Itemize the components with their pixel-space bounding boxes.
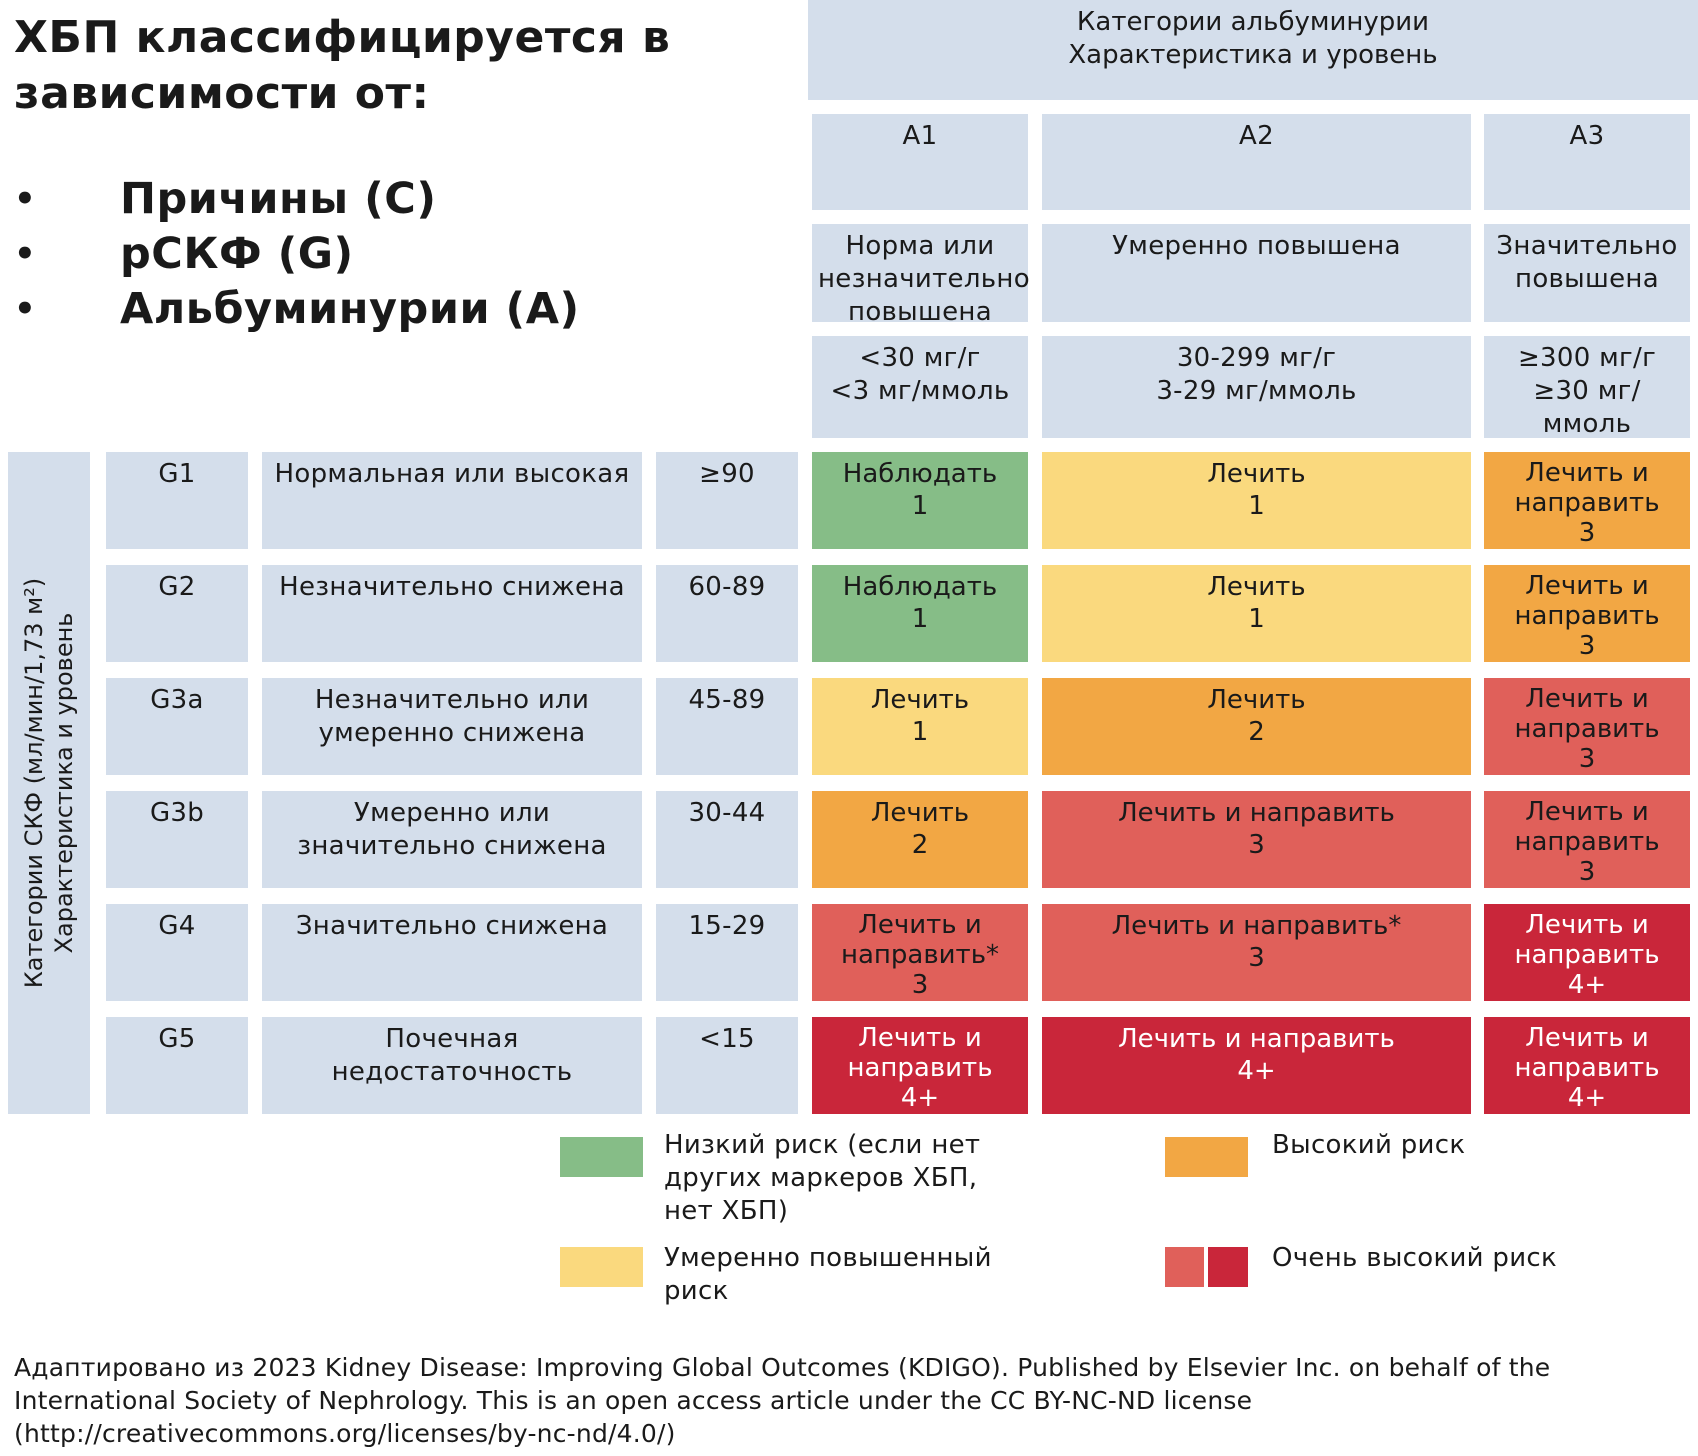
legend-label-moderate: Умеренно повышенный риск xyxy=(664,1243,992,1306)
gfr-side-label xyxy=(8,452,90,1114)
risk-cell-g3a-a2 xyxy=(1042,678,1471,775)
row-code-g1: G1 xyxy=(106,452,248,549)
risk-cell-value: 1 xyxy=(911,717,929,747)
column-level-a2 xyxy=(1042,336,1471,438)
risk-cell-text: Лечить и направить xyxy=(1118,798,1395,828)
risk-cell-g1-a2 xyxy=(1042,452,1471,549)
risk-cell-text: Лечить и направить xyxy=(1514,910,1660,970)
row-code-g5: G5 xyxy=(106,1017,248,1114)
risk-cell-value: 4+ xyxy=(1237,1056,1276,1086)
risk-cell-g4-a2 xyxy=(1042,904,1471,1001)
legend-swatch-very-high-red xyxy=(1165,1247,1204,1287)
risk-cell-text: Лечить xyxy=(1207,572,1306,602)
criteria-albuminuria: • Альбуминурии (A) xyxy=(14,282,774,337)
column-description-a1: Норма или незначительно повышена xyxy=(812,224,1028,322)
albuminuria-header-line1: Категории альбуминурии xyxy=(1076,7,1430,37)
row-description-g5: Почечная недостаточность xyxy=(262,1017,642,1114)
risk-cell-g5-a3 xyxy=(1484,1017,1690,1114)
column-code-a3: A3 xyxy=(1484,114,1690,210)
row-description-g4: Значительно снижена xyxy=(262,904,642,1001)
risk-cell-g3b-a2 xyxy=(1042,791,1471,888)
column-code-a1: A1 xyxy=(812,114,1028,210)
risk-cell-text: Лечить и направить xyxy=(1514,571,1660,631)
risk-cell-g5-a2 xyxy=(1042,1017,1471,1114)
risk-cell-value: 2 xyxy=(911,830,929,860)
risk-cell-value: 3 xyxy=(1578,631,1596,661)
risk-cell-text: Лечить и направить xyxy=(847,1023,993,1083)
classification-criteria-list xyxy=(14,172,774,337)
column-level-a3-line2: ≥30 мг/ммоль xyxy=(1533,376,1641,439)
row-range-g4: 15-29 xyxy=(656,904,798,1001)
risk-cell-text: Наблюдать xyxy=(842,572,998,602)
legend-label-low: Низкий риск (если нет других маркеров ХБП, нет ХБП) xyxy=(664,1130,981,1226)
criteria-gfr: • рСКФ (G) xyxy=(14,227,774,282)
risk-cell-text: Лечить xyxy=(1207,459,1306,489)
risk-cell-text: Лечить xyxy=(870,685,970,715)
risk-cell-value: 3 xyxy=(911,970,929,1000)
risk-cell-g5-a1 xyxy=(812,1017,1028,1114)
risk-cell-value: 4+ xyxy=(900,1083,940,1113)
column-level-a1-line1: <30 мг/г xyxy=(859,343,981,373)
risk-cell-value: 3 xyxy=(1248,830,1265,860)
gfr-side-label-line1: Категории СКФ (мл/мин/1,73 м²) xyxy=(20,577,48,989)
risk-cell-value: 4+ xyxy=(1567,970,1607,1000)
column-description-a2: Умеренно повышена xyxy=(1042,224,1471,322)
risk-cell-g3a-a1 xyxy=(812,678,1028,775)
row-description-g3a: Незначительно или умеренно снижена xyxy=(262,678,642,775)
row-range-g2: 60-89 xyxy=(656,565,798,662)
risk-cell-value: 3 xyxy=(1578,518,1596,548)
column-level-a2-line2: 3-29 мг/ммоль xyxy=(1156,376,1357,406)
risk-cell-g2-a3 xyxy=(1484,565,1690,662)
risk-cell-value: 3 xyxy=(1578,744,1596,774)
column-level-a3-line1: ≥300 мг/г xyxy=(1517,343,1657,373)
column-code-a2: A2 xyxy=(1042,114,1471,210)
risk-cell-text: Лечить xyxy=(1207,685,1306,715)
risk-cell-value: 2 xyxy=(1248,717,1265,747)
risk-cell-text: Лечить xyxy=(870,798,970,828)
column-level-a1 xyxy=(812,336,1028,438)
risk-cell-g4-a1 xyxy=(812,904,1028,1001)
gfr-side-label-line2: Характеристика и уровень xyxy=(50,612,78,954)
source-citation: Адаптировано из 2023 Kidney Disease: Improving Global Outcomes (KDIGO). Published by Elsevier Inc. on behalf of the International Society of Nephrology. This is an open access article under the CC BY-NC-ND license (http://creativecommons.org/licenses/by-nc-nd/4.0/) xyxy=(14,1353,1551,1448)
legend-swatch-very-high-dark xyxy=(1208,1247,1248,1287)
row-range-g3a: 45-89 xyxy=(656,678,798,775)
risk-cell-g4-a3 xyxy=(1484,904,1690,1001)
column-level-a3 xyxy=(1484,336,1690,438)
risk-cell-g3b-a1 xyxy=(812,791,1028,888)
row-code-g4: G4 xyxy=(106,904,248,1001)
row-range-g1: ≥90 xyxy=(656,452,798,549)
risk-cell-value: 1 xyxy=(1248,491,1265,521)
risk-cell-value: 1 xyxy=(1248,604,1265,634)
column-description-a3: Значительно повышена xyxy=(1484,224,1690,322)
risk-cell-value: 3 xyxy=(1578,857,1596,887)
row-code-g3a: G3a xyxy=(106,678,248,775)
risk-cell-text: Лечить и направить* xyxy=(1111,911,1402,941)
row-description-g2: Незначительно снижена xyxy=(262,565,642,662)
risk-cell-g3b-a3 xyxy=(1484,791,1690,888)
row-range-g3b: 30-44 xyxy=(656,791,798,888)
row-description-g3b: Умеренно или значительно снижена xyxy=(262,791,642,888)
risk-cell-g2-a2 xyxy=(1042,565,1471,662)
row-description-g1: Нормальная или высокая xyxy=(262,452,642,549)
albuminuria-header-line2: Характеристика и уровень xyxy=(1068,40,1438,70)
risk-cell-g1-a1 xyxy=(812,452,1028,549)
risk-cell-text: Лечить и направить* xyxy=(840,910,1000,970)
risk-cell-g3a-a3 xyxy=(1484,678,1690,775)
row-range-g5: <15 xyxy=(656,1017,798,1114)
risk-cell-text: Лечить и направить xyxy=(1514,1023,1660,1083)
column-level-a2-line1: 30-299 мг/г xyxy=(1176,343,1337,373)
risk-cell-value: 1 xyxy=(911,604,929,634)
risk-cell-text: Лечить и направить xyxy=(1514,458,1660,518)
risk-cell-text: Лечить и направить xyxy=(1118,1024,1395,1054)
risk-cell-text: Лечить и направить xyxy=(1514,684,1660,744)
column-level-a1-line2: <3 мг/ммоль xyxy=(830,376,1010,406)
legend-swatch-low xyxy=(560,1137,643,1177)
legend-label-very-high: Очень высокий риск xyxy=(1272,1243,1558,1273)
legend-swatch-moderate xyxy=(560,1247,643,1287)
risk-cell-text: Наблюдать xyxy=(842,459,998,489)
row-code-g2: G2 xyxy=(106,565,248,662)
criteria-cause: • Причины (C) xyxy=(14,172,774,227)
risk-cell-g2-a1 xyxy=(812,565,1028,662)
legend-label-high: Высокий риск xyxy=(1272,1130,1466,1160)
page-title: ХБП классифицируется в зависимости от: xyxy=(14,12,671,119)
risk-cell-value: 4+ xyxy=(1567,1083,1607,1113)
legend-swatch-high xyxy=(1165,1137,1248,1177)
albuminuria-header xyxy=(808,0,1698,100)
row-code-g3b: G3b xyxy=(106,791,248,888)
risk-cell-value: 1 xyxy=(911,491,929,521)
risk-cell-g1-a3 xyxy=(1484,452,1690,549)
risk-cell-value: 3 xyxy=(1248,943,1265,973)
risk-cell-text: Лечить и направить xyxy=(1514,797,1660,857)
